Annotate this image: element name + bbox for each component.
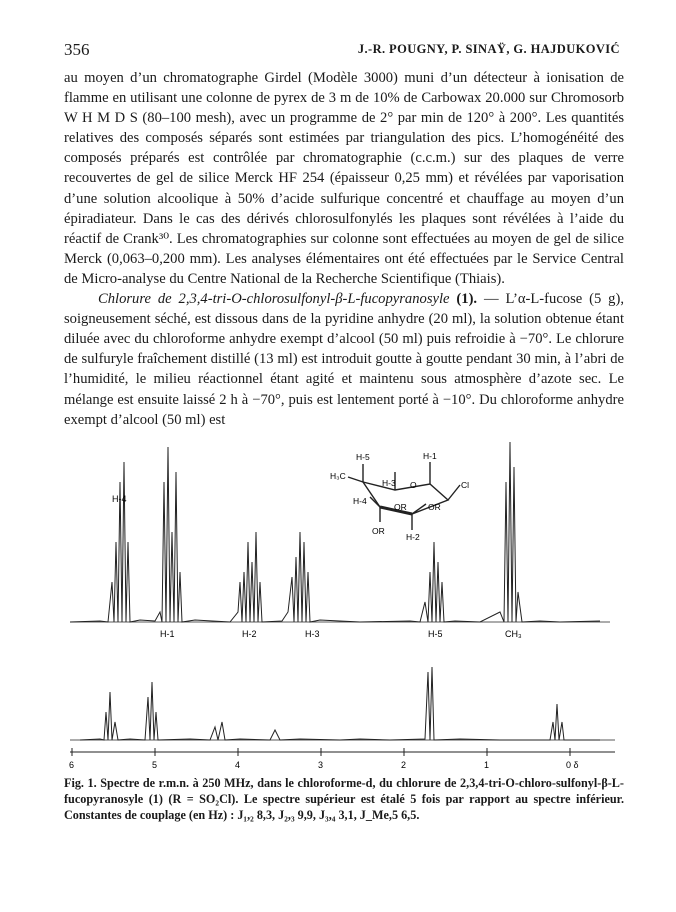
paragraph-synthesis [64, 289, 624, 430]
label-h4-top: H-4 [112, 494, 127, 504]
label-h2: H-2 [242, 629, 257, 639]
struct-h1: H-1 [423, 451, 437, 461]
struct-h4: H-4 [353, 496, 367, 506]
struct-or-c4: OR [372, 526, 385, 536]
body-text [64, 68, 624, 430]
struct-h3: H-3 [382, 478, 396, 488]
struct-or-c3: OR [394, 502, 407, 512]
figure-caption: Fig. 1. Spectre de r.m.n. à 250 MHz, dans le chloroforme-d, du chlorure de 2,3,4-tri-O-chloro-sulfonyl-β-L-fucopyranosyle (1) (R = SO₂Cl). Le spectre supérieur est étalé 5 fois par rapport au spectre inférieur. Constantes de couplage (en Hz) : J₁,₂ 8,3, J₂,₃ 9,9, J₃,₄ 3,1, J_Me,5 6,5. [64, 776, 624, 822]
running-authors: J.-R. POUGNY, P. SINAŸ, G. HAJDUKOVIĆ [357, 42, 620, 56]
struct-cl: Cl [461, 480, 470, 490]
label-h1: H-1 [160, 629, 175, 639]
label-h5: H-5 [428, 629, 443, 639]
struct-h2: H-2 [406, 532, 420, 542]
compound-name: Chlorure de 2,3,4-tri-O-chlorosulfonyl-β-L-fucopyranosyle [98, 291, 450, 308]
tick-0-delta: 0 δ [566, 760, 579, 770]
synthesis-text: — L’α-L-fucose (5 g), soigneusement séché, est dissous dans de la pyridine anhydre (20 ml), la solution obtenue étant diluée avec du chloroforme anhydre exempt d’alcool (50 ml) puis refroidie à −70°. Le chlorure de sulfuryle fraîchement distillé (13 ml) est introduit goutte à goutte pendant 30 min, à l’abri de l’humidité, le milieu réactionnel étant agité et maintenu sous atmosphère d’azote sec. Le mélange est ensuite laissé 2 h à −70°, puis est lentement porté à −10°. Du chloroforme anhydre exempt d’alcool (50 ml) est [64, 291, 624, 428]
tick-5: 5 [152, 760, 158, 770]
tick-4: 4 [235, 760, 241, 770]
tick-2: 2 [401, 760, 407, 770]
struct-h5: H-5 [356, 452, 370, 462]
page-number: 356 [64, 40, 90, 59]
nmr-spectrum-svg [60, 422, 620, 772]
label-ch3: CH₃ [505, 629, 522, 639]
label-h3: H-3 [305, 629, 320, 639]
upper-spectrum-trace [70, 442, 600, 622]
tick-1: 1 [484, 760, 490, 770]
tick-6: 6 [69, 760, 75, 770]
paragraph-methods: au moyen d’un chromatographe Girdel (Modèle 3000) muni d’un détecteur à ionisation de flamme en utilisant une colonne de pyrex de 3 m de 10% de Carbowax 20.000 sur Chromosorb W H M D S (80–100 mesh), avec un programme de 2° par min de 120° à 200°. Les quantités relatives des composés séparés sont estimées par triangulation des pics. L’homogénéité des composés préparés est contrôlée par chromatographie (c.c.m.) sur des plaques de verre recouvertes de gel de silice Merck HF 254 (épaisseur 0,25 mm) et révélées par vaporisation d’une solution alcoolique à 50% d’acide sulfurique concentré et chauffage au moyen d’un épiradiateur. Dans le cas des dérivés chlorosulfonylés les plaques sont révélées à l’aide du réactif de Crank³⁰. Les chromatographies sur colonne sont effectuées au moyen de gel de silice Merck (0,063–0,200 mm). Les analyses élémentaires ont été effectuées par le Service Central de Micro-analyse du Centre National de la Recherche Scientifique (Thiais). [64, 70, 624, 287]
nmr-figure [60, 422, 620, 772]
struct-o: O [410, 480, 417, 490]
compound-number: (1). [456, 291, 478, 308]
struct-h3c: H₃C [330, 471, 346, 481]
struct-or-c2: OR [428, 502, 441, 512]
lower-spectrum-trace [80, 667, 600, 740]
tick-3: 3 [318, 760, 324, 770]
page-header [64, 40, 620, 60]
